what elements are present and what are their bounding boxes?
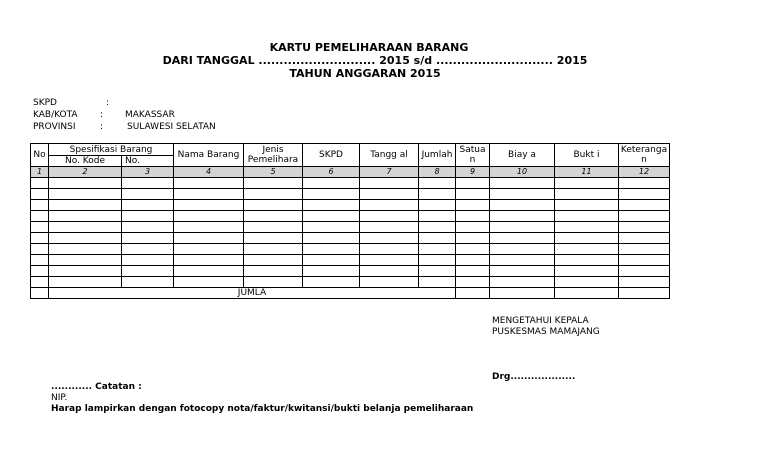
info-colon: : (100, 122, 104, 132)
info-colon: : (106, 98, 110, 108)
maintenance-table (30, 143, 670, 299)
table-cell (174, 255, 244, 266)
table-cell (31, 189, 49, 200)
column-number: 10 (490, 167, 555, 178)
column-number: 6 (303, 167, 360, 178)
table-cell (31, 244, 49, 255)
table-cell (31, 277, 49, 288)
signature-name: Drg................... (492, 372, 576, 382)
table-cell (490, 255, 555, 266)
table-cell (303, 222, 360, 233)
table-row (31, 222, 670, 233)
table-row (31, 178, 670, 189)
table-cell (122, 266, 174, 277)
table-cell (31, 178, 49, 189)
table-row (31, 277, 670, 288)
info-row-provinsi (33, 122, 273, 133)
table-cell (360, 233, 419, 244)
table-cell (31, 266, 49, 277)
table-cell (555, 200, 619, 211)
table-cell (49, 255, 122, 266)
table-cell (31, 200, 49, 211)
table-cell (244, 211, 303, 222)
header-jumlah: Jumlah (419, 144, 456, 167)
table-cell (244, 266, 303, 277)
table-cell (244, 244, 303, 255)
table-cell (174, 266, 244, 277)
table-cell (49, 233, 122, 244)
table-cell (619, 178, 670, 189)
total-row (31, 288, 670, 299)
table-row (31, 266, 670, 277)
table-cell (555, 178, 619, 189)
table-cell (122, 200, 174, 211)
table-cell (49, 211, 122, 222)
table-cell (555, 233, 619, 244)
header-no: No (31, 144, 49, 167)
table-cell (490, 189, 555, 200)
table-cell (49, 277, 122, 288)
table-row (31, 255, 670, 266)
info-colon: : (100, 110, 104, 120)
column-number-row (31, 167, 670, 178)
table-cell (174, 222, 244, 233)
table-cell (122, 222, 174, 233)
column-number: 8 (419, 167, 456, 178)
table-cell (49, 244, 122, 255)
table-cell (490, 200, 555, 211)
table-cell (49, 189, 122, 200)
header-spesifikasi: Spesifikasi Barang (49, 144, 174, 156)
column-number: 2 (49, 167, 122, 178)
signature-line-1: MENGETAHUI KEPALA (492, 316, 589, 326)
header-keterangan: Keteranga n (619, 144, 670, 167)
table-cell (31, 211, 49, 222)
table-cell (49, 266, 122, 277)
table-cell (490, 277, 555, 288)
table-cell (419, 211, 456, 222)
table-cell (303, 277, 360, 288)
table-cell (174, 233, 244, 244)
table-cell (419, 233, 456, 244)
table-cell (360, 266, 419, 277)
column-number: 4 (174, 167, 244, 178)
total-cell (555, 288, 619, 299)
info-label: PROVINSI (33, 122, 76, 132)
table-cell (419, 277, 456, 288)
catatan-label: ............ Catatan : (51, 382, 142, 392)
table-cell (122, 244, 174, 255)
table-cell (619, 222, 670, 233)
table-cell (619, 266, 670, 277)
table-cell (303, 211, 360, 222)
signature-line-2: PUSKESMAS MAMAJANG (492, 327, 600, 337)
header-skpd: SKPD (303, 144, 360, 167)
table-cell (490, 244, 555, 255)
header-nama-barang: Nama Barang (174, 144, 244, 167)
table-cell (360, 200, 419, 211)
document-period: DARI TANGGAL ............................ 2015 s/d ............................ 2015 (162, 54, 588, 67)
table-row (31, 233, 670, 244)
table-cell (619, 200, 670, 211)
table-cell (31, 222, 49, 233)
table-cell (244, 277, 303, 288)
table-cell (419, 266, 456, 277)
table-cell (419, 244, 456, 255)
table-cell (456, 277, 490, 288)
table-cell (490, 178, 555, 189)
table-cell (555, 244, 619, 255)
table-cell (555, 266, 619, 277)
table-cell (619, 244, 670, 255)
table-row (31, 189, 670, 200)
table-row (31, 200, 670, 211)
table-cell (419, 255, 456, 266)
info-label: SKPD (33, 98, 57, 108)
table-cell (456, 244, 490, 255)
table-cell (490, 233, 555, 244)
total-label: JUMLA (49, 288, 456, 299)
table-cell (360, 255, 419, 266)
table-cell (360, 222, 419, 233)
table-cell (303, 189, 360, 200)
total-cell (456, 288, 490, 299)
column-number: 5 (244, 167, 303, 178)
table-cell (174, 200, 244, 211)
table-cell (303, 200, 360, 211)
total-cell (490, 288, 555, 299)
table-cell (619, 211, 670, 222)
table-cell (555, 277, 619, 288)
table-cell (122, 211, 174, 222)
table-cell (490, 222, 555, 233)
table-cell (456, 266, 490, 277)
table-cell (360, 277, 419, 288)
table-cell (174, 211, 244, 222)
table-cell (303, 233, 360, 244)
table-cell (490, 266, 555, 277)
table-cell (456, 255, 490, 266)
table-cell (49, 200, 122, 211)
header-no-kode: No. Kode (49, 156, 122, 167)
table-cell (555, 211, 619, 222)
table-cell (122, 178, 174, 189)
table-cell (456, 211, 490, 222)
column-number: 3 (122, 167, 174, 178)
table-cell (303, 178, 360, 189)
document-budget-year: TAHUN ANGGARAN 2015 (289, 67, 441, 80)
table-cell (174, 244, 244, 255)
table-cell (244, 178, 303, 189)
table-cell (419, 222, 456, 233)
column-number: 12 (619, 167, 670, 178)
table-cell (244, 233, 303, 244)
table-cell (122, 233, 174, 244)
info-row-skpd (33, 98, 273, 109)
table-cell (456, 200, 490, 211)
table-cell (122, 277, 174, 288)
header-bukti: Bukt i (555, 144, 619, 167)
header-biaya: Biay a (490, 144, 555, 167)
table-cell (122, 189, 174, 200)
table-cell (555, 255, 619, 266)
table-cell (303, 266, 360, 277)
table-cell (174, 277, 244, 288)
table-cell (360, 178, 419, 189)
table-cell (456, 178, 490, 189)
table-cell (303, 255, 360, 266)
table-cell (244, 222, 303, 233)
header-no-sub: No. (122, 156, 174, 167)
header-tanggal: Tangg al (360, 144, 419, 167)
table-row (31, 244, 670, 255)
table-cell (619, 255, 670, 266)
table-cell (360, 211, 419, 222)
nip-label: NIP. (51, 393, 68, 403)
total-blank-cell (31, 288, 49, 299)
column-number: 9 (456, 167, 490, 178)
table-cell (49, 222, 122, 233)
table-cell (244, 255, 303, 266)
table-cell (619, 277, 670, 288)
table-cell (456, 189, 490, 200)
column-number: 11 (555, 167, 619, 178)
table-cell (555, 222, 619, 233)
table-cell (244, 200, 303, 211)
info-label: KAB/KOTA (33, 110, 78, 120)
total-cell (619, 288, 670, 299)
table-cell (456, 233, 490, 244)
document-title: KARTU PEMELIHARAAN BARANG (269, 41, 469, 54)
table-cell (49, 178, 122, 189)
table-cell (490, 211, 555, 222)
signature-block (492, 316, 600, 338)
table-cell (244, 189, 303, 200)
header-jenis: Jenis Pemelihara (244, 144, 303, 167)
table-cell (456, 222, 490, 233)
table-cell (419, 189, 456, 200)
table-cell (31, 255, 49, 266)
table-cell (360, 244, 419, 255)
header-satuan: Satua n (456, 144, 490, 167)
footer-note: Harap lampirkan dengan fotocopy nota/faktur/kwitansi/bukti belanja pemeliharaan (51, 404, 474, 414)
table-cell (31, 233, 49, 244)
column-number: 7 (360, 167, 419, 178)
table-cell (619, 189, 670, 200)
table-cell (419, 200, 456, 211)
table-row (31, 211, 670, 222)
table-cell (419, 178, 456, 189)
column-number: 1 (31, 167, 49, 178)
table-cell (122, 255, 174, 266)
info-value: MAKASSAR (125, 110, 175, 120)
table-cell (174, 178, 244, 189)
table-cell (619, 233, 670, 244)
table-cell (555, 189, 619, 200)
table-cell (303, 244, 360, 255)
info-value: SULAWESI SELATAN (127, 122, 216, 132)
table-cell (360, 189, 419, 200)
table-cell (174, 189, 244, 200)
info-row-kabkota (33, 110, 273, 121)
